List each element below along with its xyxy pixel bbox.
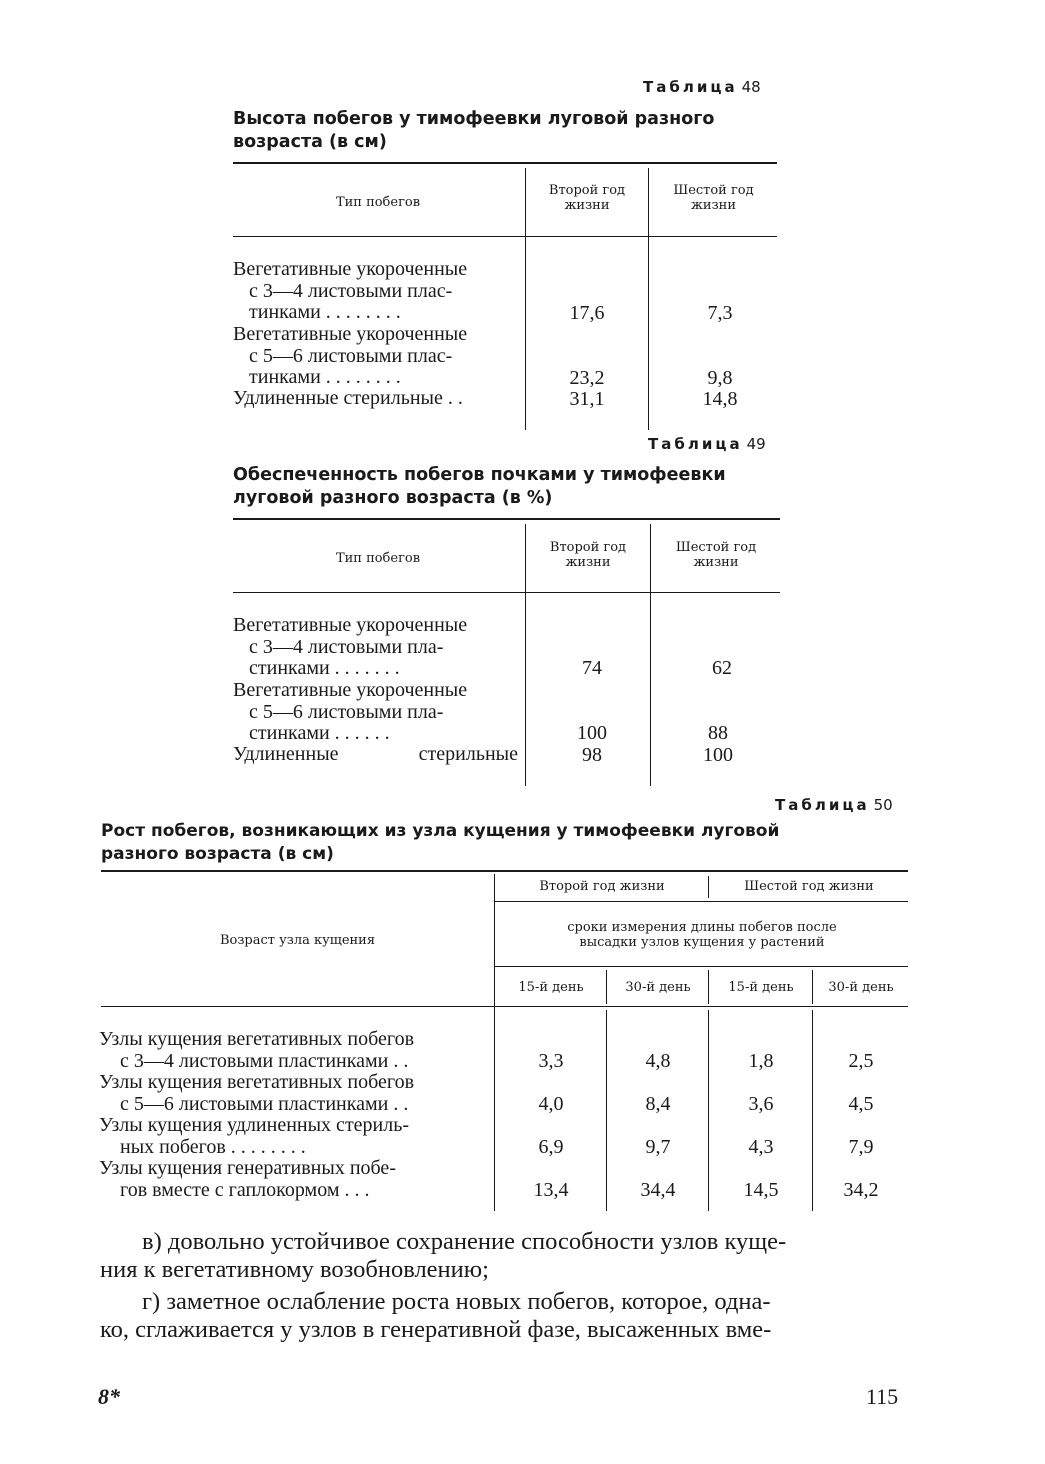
table50-label-word: Таблица [775,796,870,814]
table49-row2-sixth: 88 [708,722,728,744]
table50-row2-l1: Узлы кущения вегетативных побегов [99,1071,415,1093]
table49-row1-label [233,615,518,680]
table49-col-second-l1: Второй год [549,540,627,555]
table48-row2-l1: Вегетативные укороченные [233,323,468,345]
table49-col-second-l2: жизни [565,555,611,570]
table49-row2-l1: Вегетативные укороченные [233,679,468,701]
table48-label-word: Таблица [643,78,738,96]
table50-vline-years [708,876,709,898]
page-number: 115 [866,1384,899,1409]
table50-vline-d12 [606,1010,607,1211]
table48-row3-second: 31,1 [569,388,605,410]
table50-header-rule [101,1006,908,1007]
table49-caption-line1: Обеспеченность побегов почками у тимофеевки [233,465,726,485]
table48-row2-l3: тинками . . . . . . . . [249,366,401,388]
table49-col-sixth-l2: жизни [693,555,739,570]
paragraph-v-line1: в) довольно устойчивое сохранение способности узлов куще- [142,1228,787,1255]
table48-row1-l2: с 3—4 листовыми плас- [249,279,453,302]
table50-row1-d: 2,5 [848,1050,874,1072]
table48-row2-sixth: 9,8 [707,367,733,389]
table48-top-rule [233,162,777,164]
table50-vline-d23 [708,1010,709,1211]
table49-number: 49 [746,435,766,453]
table48-col-sixth [650,183,777,213]
table48-row3-label: Удлиненные стерильные . . [233,387,463,409]
table48-caption-line1: Высота побегов у тимофеевки луговой разного [233,109,715,129]
table50-row4-label [99,1158,491,1201]
table48-number: 48 [741,78,761,96]
table50-row2-l2: с 5—6 листовыми пластинками . . [120,1092,409,1115]
table50-vline-main [494,874,495,1211]
table50-row1-c: 1,8 [748,1050,774,1072]
table50-row1-label [99,1029,491,1072]
table50-row3-l2: ных побегов . . . . . . . . [120,1135,306,1158]
table50-row2-c: 3,6 [748,1093,774,1115]
table50-day4: 30-й день [828,980,894,995]
table48-row2-label [233,324,518,389]
table48-row1-l1: Вегетативные укороченные [233,258,468,280]
table50-row4-c: 14,5 [743,1179,779,1201]
table49-row2-l3: стинками . . . . . . [249,722,390,744]
paragraph-g-line1: г) заметное ослабление роста новых побегов, которое, одна- [142,1288,771,1315]
body-paragraphs [100,1228,912,1344]
table50-vline-d34 [812,1010,813,1211]
table48-row2-second: 23,2 [569,367,605,389]
table48-header-rule [233,236,777,237]
table50-subhead-l1: сроки измерения длины побегов после [567,920,837,935]
table49-col-second [527,540,649,570]
table48-vline1 [525,168,526,430]
table50-row4-a: 13,4 [533,1179,569,1201]
table50-caption-line1: Рост побегов, возникающих из узла кущения у тимофеевки луговой [101,821,780,841]
table49-row2-second: 100 [577,722,607,744]
signature-mark: 8* [98,1384,120,1409]
table50-row1-a: 3,3 [538,1050,564,1072]
table49-row1-sixth: 62 [712,657,732,679]
table50-row3-l1: Узлы кущения удлиненных стериль- [99,1114,410,1136]
table50-subhead [496,920,908,950]
table50-row1-l1: Узлы кущения вегетативных побегов [99,1028,415,1050]
table49-col-sixth [652,540,780,570]
table49-row1-second: 74 [582,657,602,679]
paragraph-g-line2: ко, сглаживается у узлов в генеративной фазе, высаженных вме- [100,1316,772,1343]
table50-row2-d: 4,5 [848,1093,874,1115]
table49-row2-label [233,680,518,745]
table50-col-age: Возраст узла кущения [219,933,376,948]
table48-caption [233,108,714,154]
table48-vline2 [648,168,649,430]
table48-row2-l2: с 5—6 листовыми плас- [249,344,453,367]
table49-header-rule [233,592,780,593]
table48-col-sixth-l1: Шестой год [673,183,754,198]
table49-row3-second: 98 [582,744,602,766]
table50-subhead-rule [494,966,908,967]
table50-row2-a: 4,0 [538,1093,564,1115]
table48-row3-sixth: 14,8 [702,388,738,410]
table49-row3-label: Удлиненные стерильные [233,743,518,765]
table48-col-type: Тип побегов [335,195,421,210]
table50-vline-d23-head [708,970,709,1004]
table50-row2-b: 8,4 [645,1093,671,1115]
table50-row1-b: 4,8 [645,1050,671,1072]
table50-second-year: Второй год жизни [539,879,665,894]
table50-caption [101,820,779,866]
table50-top-rule [101,870,908,872]
table50-day1: 15-й день [518,980,584,995]
table50-row3-c: 4,3 [748,1136,774,1158]
table50-subhead-l2: высадки узлов кущения у растений [579,935,825,950]
table50-label [775,796,893,815]
table48-col-second-l2: жизни [564,198,610,213]
table48-caption-line2: возраста (в см) [233,132,387,152]
table48-col-sixth-l2: жизни [690,198,737,213]
table49-label [648,435,766,454]
table50-caption-line2: разного возраста (в см) [101,844,334,864]
table50-row4-b: 34,4 [640,1179,676,1201]
table49-col-sixth-l1: Шестой год [675,540,757,555]
table50-number: 50 [873,796,893,814]
table48-col-second-l1: Второй год [548,183,626,198]
table49-row1-l3: стинками . . . . . . . [249,657,400,679]
table50-row3-b: 9,7 [645,1136,671,1158]
table49-caption [233,464,726,510]
table50-vline-d12-head [606,970,607,1004]
table48-row1-sixth: 7,3 [707,302,733,324]
table50-row3-d: 7,9 [848,1136,874,1158]
table50-sixth-year: Шестой год жизни [744,879,874,894]
table48-row1-label [233,259,518,324]
table50-row4-l1: Узлы кущения генеративных побе- [99,1157,396,1179]
table50-row2-label [99,1072,491,1115]
table48-col-second [527,183,647,213]
table49-caption-line2: луговой разного возраста (в %) [233,488,553,508]
table48-row1-l3: тинками . . . . . . . . [249,301,401,323]
table49-row3-sixth: 100 [703,744,733,766]
table49-label-word: Таблица [648,435,743,453]
table49-vline1 [525,524,526,786]
table50-years-rule [494,901,908,902]
paragraph-v-line2: ния к вегетативному возобновлению; [100,1256,489,1283]
table49-col-type: Тип побегов [335,551,421,566]
table50-row4-d: 34,2 [843,1179,879,1201]
table48-row1-second: 17,6 [569,302,605,324]
table48-label [643,78,761,97]
table49-row1-l1: Вегетативные укороченные [233,614,468,636]
table50-row1-l2: с 3—4 листовыми пластинками . . [120,1049,409,1072]
table50-row3-label [99,1115,491,1158]
table50-row4-l2: гов вместе с гаплокормом . . . [120,1178,370,1201]
table50-day2: 30-й день [625,980,691,995]
table49-top-rule [233,518,780,520]
table50-vline-d34-head [812,970,813,1004]
table50-row3-a: 6,9 [538,1136,564,1158]
table50-day3: 15-й день [728,980,794,995]
table49-row1-l2: с 3—4 листовыми пла- [249,635,444,658]
table49-row2-l2: с 5—6 листовыми пла- [249,700,444,723]
